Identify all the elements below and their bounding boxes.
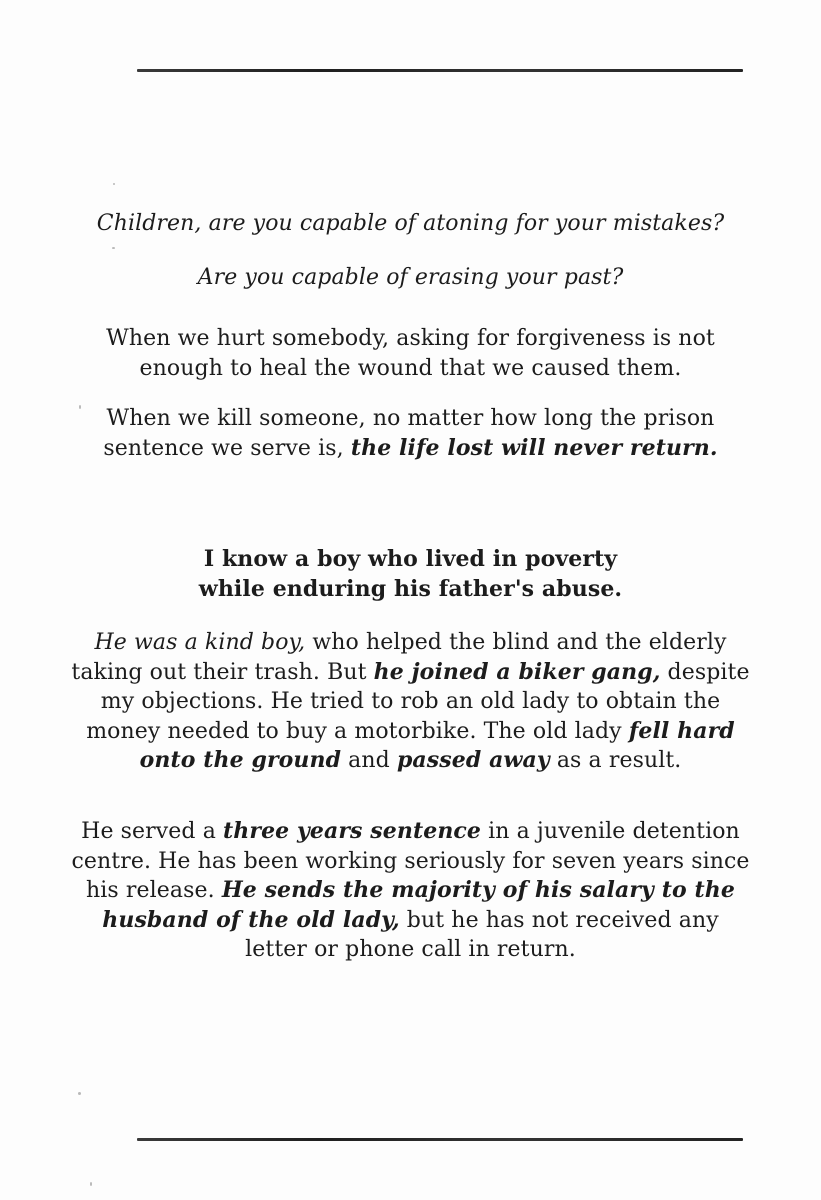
text-line — [0, 263, 821, 293]
bold-run: I know a boy who lived in poverty — [203, 546, 618, 572]
text-line — [0, 935, 821, 965]
text-line — [0, 434, 821, 464]
paragraph-life-lost — [0, 404, 821, 463]
text-line — [0, 817, 821, 847]
text-line — [0, 545, 821, 575]
emphasis-run: passed away — [396, 747, 550, 773]
text-run: despite — [660, 659, 750, 685]
text-run: When we kill someone, no matter how long the prison — [106, 406, 715, 431]
paragraph-boy-story — [0, 628, 821, 776]
text-line — [0, 404, 821, 434]
paragraph-atoning-question — [0, 209, 821, 239]
bottom-horizontal-rule — [137, 1138, 743, 1141]
text-line — [0, 687, 821, 717]
text-run: his release. — [86, 878, 222, 903]
text-line — [0, 717, 821, 747]
italic-run: Are you capable of erasing your past? — [197, 265, 624, 290]
text-line — [0, 354, 821, 384]
text-run: money needed to buy a motorbike. The old lady — [86, 718, 629, 744]
emphasis-run: husband of the old lady, — [102, 906, 400, 933]
text-run: He served a — [81, 819, 224, 844]
text-run: sentence we serve is, — [103, 435, 351, 461]
italic-run: Children, are you capable of atoning for your mistakes? — [96, 211, 725, 236]
paragraph-erasing-question — [0, 263, 821, 293]
text-line — [0, 658, 821, 688]
emphasis-run: onto the ground — [139, 747, 342, 773]
text-line — [0, 575, 821, 605]
text-line — [0, 906, 821, 936]
emphasis-run: he joined a biker gang, — [373, 658, 661, 685]
paragraph-boy-poverty — [0, 545, 821, 604]
scan-artifact — [79, 405, 81, 409]
text-line — [0, 847, 821, 877]
paragraph-forgiveness — [0, 324, 821, 383]
text-run: as a result. — [549, 748, 682, 773]
bold-run: while enduring his father's abuse. — [198, 575, 623, 602]
top-horizontal-rule — [137, 69, 743, 72]
text-line — [0, 628, 821, 658]
text-run: When we hurt somebody, asking for forgiveness is not — [106, 326, 715, 351]
emphasis-run: He sends the majority of his salary to the — [221, 877, 735, 903]
text-run: but he has not received any — [399, 907, 719, 933]
text-run: taking out their trash. But — [71, 659, 374, 685]
emphasis-run: fell hard — [628, 717, 735, 744]
emphasis-run: the life lost will never return. — [350, 434, 718, 461]
text-run: letter or phone call in return. — [245, 937, 576, 962]
scan-artifact — [78, 1092, 81, 1095]
text-line — [0, 746, 821, 776]
text-line — [0, 209, 821, 239]
paragraph-aftermath — [0, 817, 821, 965]
text-line — [0, 324, 821, 354]
text-run: in a juvenile detention — [481, 819, 740, 844]
scan-artifact — [90, 1182, 92, 1186]
text-run: centre. He has been working seriously for seven years since — [71, 848, 750, 874]
text-run: and — [341, 748, 397, 773]
text-run: my objections. He tried to rob an old lady to obtain the — [100, 689, 721, 714]
text-run: enough to heal the wound that we caused them. — [139, 355, 682, 381]
emphasis-run: three years sentence — [223, 818, 482, 844]
text-run: who helped the blind and the elderly — [305, 630, 727, 655]
scan-artifact — [113, 183, 115, 185]
italic-run: He was a kind boy, — [94, 630, 306, 655]
scan-artifact — [112, 247, 115, 249]
text-line — [0, 876, 821, 906]
